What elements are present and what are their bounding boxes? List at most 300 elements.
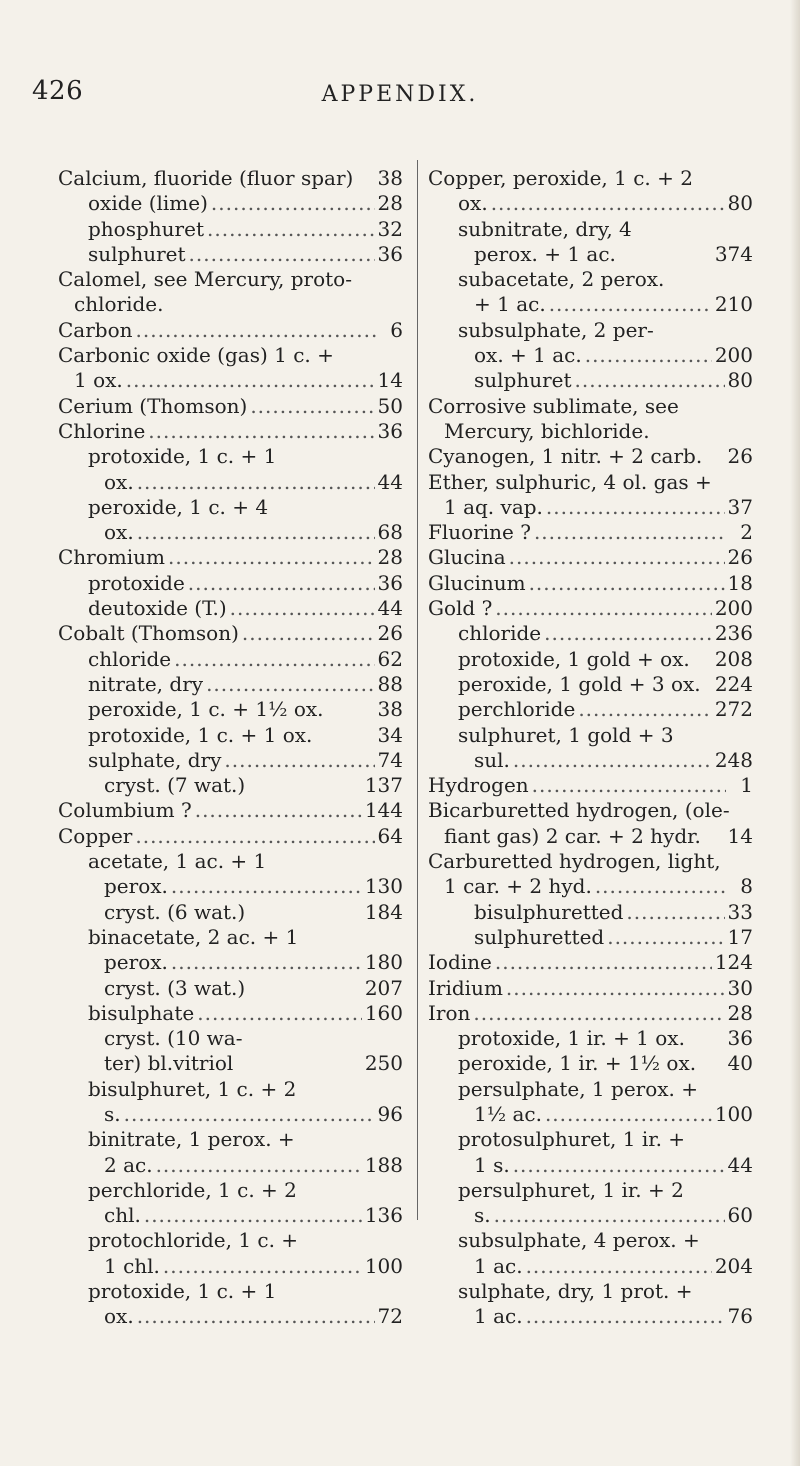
entry-value: 34 <box>377 722 403 747</box>
entry-label: Cobalt (Thomson) <box>58 621 239 646</box>
entry-label: subnitrate, dry, 4 <box>458 216 632 241</box>
entry-label: protoxide, 1 gold + ox. <box>458 646 690 671</box>
dot-leader <box>137 470 375 495</box>
entry-label: ox. <box>104 1304 134 1329</box>
dot-leader <box>607 925 724 950</box>
entry-value: 2 <box>740 520 753 545</box>
table-row <box>58 545 403 570</box>
table-row <box>428 545 753 570</box>
table-row <box>428 596 753 621</box>
table-row <box>428 1127 753 1152</box>
dot-leader <box>156 1153 362 1178</box>
entry-label: cryst. (6 wat.) <box>104 899 246 924</box>
dot-leader <box>144 1203 362 1228</box>
dot-leader <box>595 874 726 899</box>
table-row <box>428 773 753 798</box>
table-row <box>428 798 753 823</box>
table-row <box>428 950 753 975</box>
entry-label: Iridium <box>428 975 503 1000</box>
table-row <box>428 748 753 773</box>
entry-label: protochloride, 1 c. + <box>88 1228 299 1253</box>
entry-label: 1 aq. vap. <box>444 494 543 519</box>
table-row <box>58 1228 403 1253</box>
entry-value: 224 <box>714 671 753 696</box>
entry-value: 80 <box>727 368 753 393</box>
dot-leader <box>545 1102 712 1127</box>
entry-label: Hydrogen <box>428 773 529 798</box>
table-row <box>428 318 753 343</box>
table-row <box>58 166 403 191</box>
dot-leader <box>174 647 374 672</box>
table-row <box>428 571 753 596</box>
running-title: APPENDIX. <box>321 82 479 107</box>
table-row <box>428 621 753 646</box>
entry-label: ox. <box>458 191 488 216</box>
dot-leader <box>136 318 376 343</box>
entry-label: Corrosive sublimate, see <box>428 393 679 418</box>
table-row <box>58 697 403 722</box>
dot-leader <box>171 874 362 899</box>
entry-label: perchloride, 1 c. + 2 <box>88 1177 297 1202</box>
entry-label: bisulphuretted <box>474 899 624 924</box>
entry-label: Cerium (Thomson) <box>58 393 248 418</box>
entry-label: sulphuret <box>88 241 186 266</box>
table-row <box>58 191 403 216</box>
entry-label: subacetate, 2 perox. <box>458 267 665 292</box>
table-row <box>428 1228 753 1253</box>
table-row <box>428 444 753 469</box>
table-row <box>58 849 403 874</box>
entry-label: oxide (lime) <box>88 191 208 216</box>
entry-label: 1 ac. <box>474 1253 523 1278</box>
dot-leader <box>124 1102 375 1127</box>
entry-label: Cyanogen, 1 nitr. + 2 carb. <box>428 444 703 469</box>
entry-label: Ether, sulphuric, 4 ol. gas + <box>428 469 712 494</box>
dot-leader <box>546 495 725 520</box>
dot-leader <box>207 217 375 242</box>
dot-leader <box>526 1304 725 1329</box>
dot-leader <box>224 748 374 773</box>
dot-leader <box>189 242 375 267</box>
entry-value: 80 <box>727 191 753 216</box>
entry-label: 1 ox. <box>74 368 123 393</box>
table-row <box>58 1001 403 1026</box>
entry-value: 136 <box>364 1203 403 1228</box>
dot-leader <box>509 545 725 570</box>
entry-value: 6 <box>390 317 403 342</box>
entry-value: 60 <box>727 1203 753 1228</box>
entry-label: protoxide, 1 c. + 1 <box>88 444 277 469</box>
table-row <box>58 672 403 697</box>
entry-label: subsulphate, 2 per- <box>458 317 654 342</box>
entry-value: 144 <box>364 798 403 823</box>
entry-label: + 1 ac. <box>474 292 546 317</box>
entry-value: 26 <box>377 621 403 646</box>
entry-label: Calcium, fluoride (fluor spar) <box>58 166 354 190</box>
entry-label: sulphate, dry, 1 prot. + <box>458 1279 693 1304</box>
table-row <box>428 1254 753 1279</box>
table-row <box>428 874 753 899</box>
table-row <box>428 1304 753 1329</box>
dot-leader <box>148 419 374 444</box>
entry-label: sulphate, dry <box>88 747 222 772</box>
entry-value: 26 <box>727 444 753 469</box>
entry-label: sulphuretted <box>474 924 605 949</box>
table-row <box>58 900 403 925</box>
dot-leader <box>195 798 362 823</box>
entry-value: 28 <box>377 191 403 216</box>
entry-label: 1 s. <box>474 1152 510 1177</box>
entry-label: Iodine <box>428 950 492 975</box>
entry-label: Glucina <box>428 545 506 570</box>
entry-label: persulphuret, 1 ir. + 2 <box>458 1177 684 1202</box>
table-row <box>58 1153 403 1178</box>
entry-value: 17 <box>727 924 753 949</box>
entry-value: 14 <box>727 823 753 848</box>
entry-label: cryst. (7 wat.) <box>104 773 246 798</box>
entry-label: sulphuret <box>474 368 572 393</box>
table-row <box>58 520 403 545</box>
entry-label: sul. <box>474 747 510 772</box>
table-row <box>428 976 753 1001</box>
entry-label: 1 car. + 2 hyd. <box>444 874 592 899</box>
entry-label: Gold ? <box>428 596 493 621</box>
table-row <box>58 444 403 469</box>
dot-leader <box>513 1153 725 1178</box>
dot-leader <box>197 1001 362 1026</box>
entry-label: Glucinum <box>428 570 526 595</box>
table-row <box>428 925 753 950</box>
dot-leader <box>137 1304 375 1329</box>
table-row <box>428 824 753 849</box>
entry-label: perox. <box>104 950 168 975</box>
table-row <box>58 267 403 292</box>
entry-label: protoxide, 1 c. + 1 ox. <box>88 722 313 747</box>
table-row <box>428 1203 753 1228</box>
table-row <box>428 217 753 242</box>
entry-label: perchloride <box>458 697 576 722</box>
entry-label: 1½ ac. <box>474 1101 542 1126</box>
entry-label: deutoxide (T.) <box>88 596 227 621</box>
table-row <box>428 672 753 697</box>
dot-leader <box>495 950 712 975</box>
entry-label: protoxide, 1 c. + 1 <box>88 1279 277 1304</box>
table-row <box>58 470 403 495</box>
entry-value: 33 <box>727 899 753 924</box>
entry-value: 44 <box>377 469 403 494</box>
entry-label: Carbonic oxide (gas) 1 c. + <box>58 343 334 368</box>
entry-label: binitrate, 1 perox. + <box>88 1127 295 1152</box>
entry-label: chloride <box>458 621 542 646</box>
table-row <box>58 723 403 748</box>
column-divider <box>417 160 418 1220</box>
table-row <box>58 874 403 899</box>
dot-leader <box>585 343 712 368</box>
entry-label: Calomel, see Mercury, proto- <box>58 267 352 292</box>
table-row <box>58 1051 403 1076</box>
entry-label: fiant gas) 2 car. + 2 hydr. <box>444 823 701 848</box>
table-row <box>428 849 753 874</box>
entry-value: 204 <box>714 1253 753 1278</box>
left-column-entries <box>58 166 403 1330</box>
table-row <box>58 798 403 823</box>
dot-leader <box>529 571 725 596</box>
table-row <box>428 900 753 925</box>
dot-leader <box>250 394 374 419</box>
right-column-entries <box>428 166 753 1330</box>
entry-value: 374 <box>714 241 753 266</box>
table-row <box>428 1178 753 1203</box>
entry-value: 36 <box>377 570 403 595</box>
table-row <box>58 647 403 672</box>
entry-label: Carburetted hydrogen, light, <box>428 849 721 874</box>
entry-value: 180 <box>364 950 403 975</box>
entry-label: Chlorine <box>58 418 146 443</box>
entry-value: 272 <box>714 697 753 722</box>
dot-leader <box>494 1203 725 1228</box>
entry-value: 100 <box>714 1101 753 1126</box>
entry-label: Columbium ? <box>58 798 192 823</box>
entry-value: 74 <box>377 747 403 772</box>
entry-value: 124 <box>714 950 753 975</box>
dot-leader <box>168 545 375 570</box>
dot-leader <box>578 697 711 722</box>
entry-label: perox. <box>104 874 168 899</box>
entry-value: 184 <box>364 899 403 924</box>
entry-value: 250 <box>364 1051 403 1076</box>
entry-label: 1 ac. <box>474 1304 523 1329</box>
entry-label: peroxide, 1 ir. + 1½ ox. <box>458 1051 697 1076</box>
table-row <box>428 495 753 520</box>
entry-label: Carbon <box>58 317 133 342</box>
entry-label: cryst. (3 wat.) <box>104 975 246 1000</box>
page-edge-shadow <box>790 0 800 1466</box>
table-row <box>58 1304 403 1329</box>
dot-leader <box>575 368 725 393</box>
entry-value: 14 <box>377 368 403 393</box>
table-row <box>58 748 403 773</box>
table-row <box>58 1203 403 1228</box>
table-row <box>58 1127 403 1152</box>
entry-value: 26 <box>727 545 753 570</box>
entry-label: protoxide, 1 ir. + 1 ox. <box>458 1026 685 1051</box>
entry-value: 137 <box>364 773 403 798</box>
entry-label: Fluorine ? <box>428 520 531 545</box>
entry-label: bisulphate <box>88 1000 195 1025</box>
entry-value: 188 <box>364 1152 403 1177</box>
table-row <box>428 1026 753 1051</box>
table-row <box>428 1279 753 1304</box>
entry-value: 100 <box>364 1253 403 1278</box>
table-row <box>428 697 753 722</box>
table-row <box>428 394 753 419</box>
entry-label: protosulphuret, 1 ir. + <box>458 1127 686 1152</box>
table-row <box>58 596 403 621</box>
dot-leader <box>626 900 724 925</box>
page-number: 426 <box>32 76 84 106</box>
entry-value: 208 <box>714 646 753 671</box>
dot-leader <box>491 191 725 216</box>
entry-value: 248 <box>714 747 753 772</box>
entry-value: 28 <box>377 545 403 570</box>
entry-value: 50 <box>377 393 403 418</box>
table-row <box>428 1102 753 1127</box>
table-row <box>58 621 403 646</box>
dot-leader <box>534 520 726 545</box>
entry-value: 44 <box>377 596 403 621</box>
entry-label: persulphate, 1 perox. + <box>458 1076 699 1101</box>
table-row <box>428 368 753 393</box>
table-row <box>58 925 403 950</box>
dot-leader <box>473 1001 724 1026</box>
entry-value: 30 <box>727 975 753 1000</box>
table-row <box>58 318 403 343</box>
entry-label: 2 ac. <box>104 1152 153 1177</box>
entry-label: peroxide, 1 c. + 1½ ox. <box>88 697 324 722</box>
table-row <box>428 191 753 216</box>
table-row <box>58 368 403 393</box>
dot-leader <box>137 520 375 545</box>
entry-value: 200 <box>714 343 753 368</box>
entry-value: 32 <box>377 216 403 241</box>
entry-value: 38 <box>377 166 403 190</box>
dot-leader <box>206 672 374 697</box>
table-row <box>428 470 753 495</box>
table-row <box>58 1077 403 1102</box>
table-row <box>58 1279 403 1304</box>
entry-value: 64 <box>377 823 403 848</box>
entry-label: bisulphuret, 1 c. + 2 <box>88 1076 297 1101</box>
entry-value: 8 <box>740 874 753 899</box>
entry-label: peroxide, 1 c. + 4 <box>88 494 269 519</box>
table-row <box>58 242 403 267</box>
table-row <box>428 267 753 292</box>
entry-label: Mercury, bichloride. <box>444 418 650 443</box>
entry-label: acetate, 1 ac. + 1 <box>88 849 267 874</box>
table-row <box>58 950 403 975</box>
entry-label: s. <box>474 1203 491 1228</box>
dot-leader <box>211 191 375 216</box>
entry-value: 28 <box>727 1000 753 1025</box>
entry-value: 96 <box>377 1101 403 1126</box>
entry-label: chloride. <box>74 292 164 317</box>
entry-label: sulphuret, 1 gold + 3 <box>458 722 674 747</box>
entry-value: 76 <box>727 1304 753 1329</box>
dot-leader <box>526 1254 712 1279</box>
table-row <box>58 571 403 596</box>
table-row <box>428 1153 753 1178</box>
table-row <box>58 217 403 242</box>
dot-leader <box>506 976 725 1001</box>
entry-value: 36 <box>377 418 403 443</box>
dot-leader <box>513 748 712 773</box>
dot-leader <box>242 621 375 646</box>
table-row <box>428 723 753 748</box>
table-row <box>58 1102 403 1127</box>
table-row <box>428 1051 753 1076</box>
dot-leader <box>163 1254 362 1279</box>
dot-leader <box>230 596 375 621</box>
table-row <box>58 495 403 520</box>
entry-label: cryst. (10 wa- <box>104 1026 243 1051</box>
entry-label: chl. <box>104 1203 141 1228</box>
entry-label: phosphuret <box>88 216 204 241</box>
table-row <box>58 1178 403 1203</box>
entry-label: ox. <box>104 469 134 494</box>
table-row <box>428 520 753 545</box>
entry-label: 1 chl. <box>104 1253 160 1278</box>
table-row <box>58 1254 403 1279</box>
dot-leader <box>135 824 374 849</box>
dot-leader <box>544 621 712 646</box>
table-row <box>58 343 403 368</box>
entry-value: 160 <box>364 1000 403 1025</box>
table-row <box>428 242 753 267</box>
entry-label: perox. + 1 ac. <box>474 241 616 266</box>
entry-label: s. <box>104 1101 121 1126</box>
dot-leader <box>532 773 726 798</box>
entry-label: protoxide <box>88 570 185 595</box>
entry-value: 37 <box>727 494 753 519</box>
dot-leader <box>126 368 375 393</box>
entry-label: binacetate, 2 ac. + 1 <box>88 924 299 949</box>
entry-label: Bicarburetted hydrogen, (ole- <box>428 798 730 823</box>
entry-label: subsulphate, 4 perox. + <box>458 1228 700 1253</box>
entry-value: 200 <box>714 596 753 621</box>
entry-value: 36 <box>377 241 403 266</box>
entry-value: 36 <box>727 1026 753 1051</box>
dot-leader <box>171 950 362 975</box>
entry-value: 38 <box>377 697 403 722</box>
entry-value: 18 <box>727 570 753 595</box>
table-row <box>428 1001 753 1026</box>
entry-value: 44 <box>727 1152 753 1177</box>
entry-value: 207 <box>364 975 403 1000</box>
entry-value: 1 <box>740 773 753 798</box>
entry-label: chloride <box>88 646 172 671</box>
entry-value: 88 <box>377 671 403 696</box>
entry-label: ox. <box>104 520 134 545</box>
entry-label: Copper, peroxide, 1 c. + 2 <box>428 166 693 190</box>
table-row <box>428 166 753 191</box>
entry-label: nitrate, dry <box>88 671 204 696</box>
dot-leader <box>495 596 712 621</box>
table-row <box>58 773 403 798</box>
entry-value: 68 <box>377 520 403 545</box>
entry-value: 62 <box>377 646 403 671</box>
entry-label: ox. + 1 ac. <box>474 343 582 368</box>
table-row <box>58 419 403 444</box>
entry-label: Copper <box>58 823 133 848</box>
table-row <box>58 292 403 317</box>
table-row <box>58 824 403 849</box>
entry-label: Chromium <box>58 545 165 570</box>
entry-label: ter) bl.vitriol <box>104 1051 234 1076</box>
entry-value: 72 <box>377 1304 403 1329</box>
table-row <box>58 1026 403 1051</box>
dot-leader <box>188 571 375 596</box>
table-row <box>428 647 753 672</box>
table-row <box>58 976 403 1001</box>
dot-leader <box>549 292 712 317</box>
entry-value: 130 <box>364 874 403 899</box>
entry-value: 236 <box>714 621 753 646</box>
entry-label: Iron <box>428 1000 471 1025</box>
entry-value: 210 <box>714 292 753 317</box>
entry-label: peroxide, 1 gold + 3 ox. <box>458 671 701 696</box>
table-row <box>58 394 403 419</box>
table-row <box>428 419 753 444</box>
